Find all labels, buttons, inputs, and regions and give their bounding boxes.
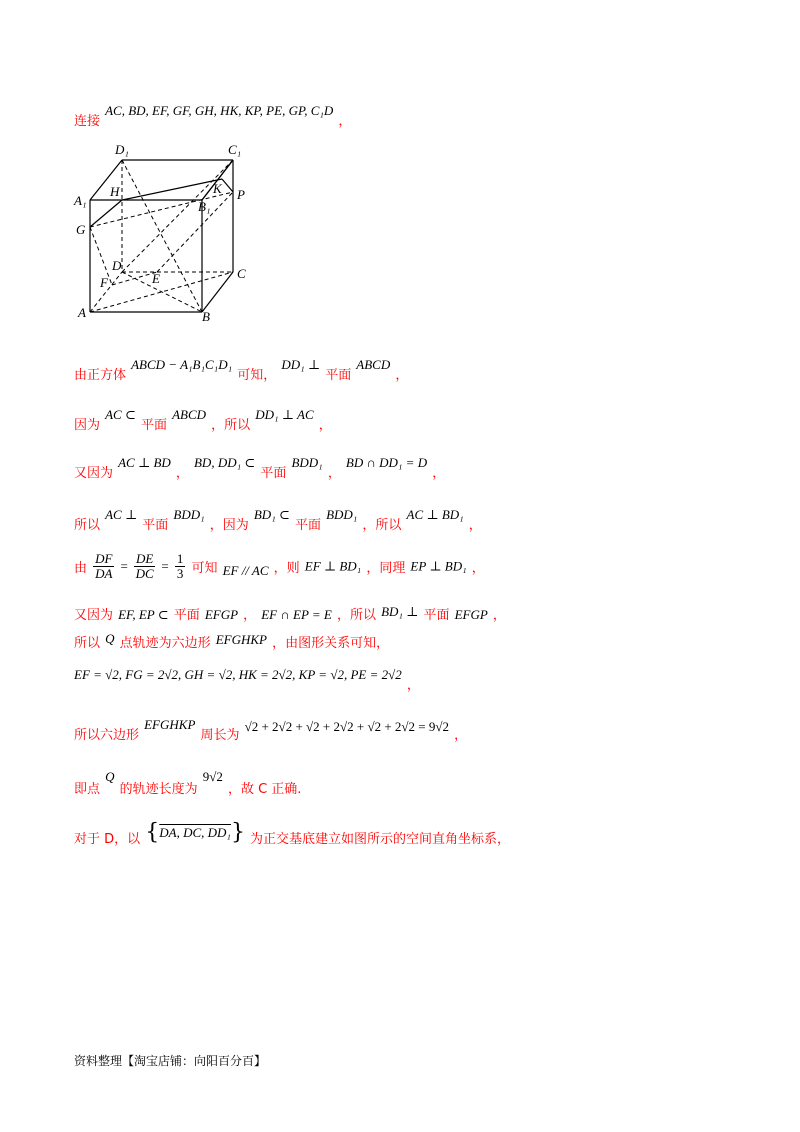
label-B: B <box>202 309 210 322</box>
line-because <box>74 407 332 433</box>
line-locus <box>74 632 389 651</box>
math: EF = √2, FG = 2√2, GH = √2, HK = 2√2, KP = √2, PE = 2√2 <box>74 667 402 682</box>
math: ABCD − A₁B₁C₁D₁ <box>131 357 233 372</box>
label-K: K <box>213 181 222 196</box>
label-F: F <box>100 275 108 290</box>
math: AC ⊂ <box>105 407 136 422</box>
math: EFGHKP <box>215 632 267 647</box>
math: BDD₁ <box>326 507 358 522</box>
label-C: C <box>237 266 246 281</box>
text: ， <box>454 728 468 743</box>
math: EF, EP ⊂ <box>118 607 169 622</box>
math: DD₁ ⊥ <box>281 357 321 372</box>
text: 所以六边形 <box>74 728 140 743</box>
math: AC ⊥ BD₁ <box>406 507 464 522</box>
math: ABCD <box>356 357 391 372</box>
text: 对于 D，以 <box>74 832 141 847</box>
text: ， <box>318 418 332 433</box>
line-plane <box>74 604 506 623</box>
math: AC, BD, EF, GF, GH, HK, KP, PE, GP, C₁D <box>105 103 334 118</box>
line-also <box>74 455 446 481</box>
math: AC ⊥ <box>105 507 138 522</box>
label-A1: A₁ <box>74 193 87 208</box>
label-P: P <box>237 187 245 202</box>
fraction-de-dc: $\frac{DE}{DC}$ <box>135 551 154 581</box>
text: 又因为 <box>74 608 114 623</box>
text: 可知 <box>191 561 218 576</box>
line-perimeter <box>74 717 468 743</box>
label-D: D <box>112 258 122 273</box>
label-G: G <box>76 222 86 237</box>
math: DD₁ ⊥ AC <box>255 407 314 422</box>
math: EFGP <box>204 607 239 622</box>
text: ，则 <box>273 561 300 576</box>
math: BD₁ ⊂ <box>253 507 290 522</box>
line-therefore <box>74 507 482 533</box>
text: ， <box>406 678 420 693</box>
math: BDD₁ <box>173 507 205 522</box>
math: √2 + 2√2 + √2 + 2√2 + √2 + 2√2 = 9√2 <box>244 719 450 734</box>
text: ， <box>338 114 352 129</box>
text: 周长为 <box>200 728 240 743</box>
text: ，所以 <box>362 518 402 533</box>
fraction-df-da: $\frac{DF}{DA}$ <box>95 551 113 581</box>
text: ，由图形关系可知， <box>272 636 390 651</box>
text: 所以 <box>74 518 101 533</box>
text: 平面 <box>294 518 321 533</box>
math: BDD₁ <box>291 455 323 470</box>
line-connect <box>74 103 352 129</box>
brace-right: } <box>230 820 245 845</box>
math: EF ∩ EP = E <box>261 607 332 622</box>
label-A: A <box>78 305 86 320</box>
text: ，因为 <box>209 518 249 533</box>
text: 又因为 <box>74 466 114 481</box>
text: ，所以 <box>211 418 251 433</box>
text: 的轨迹长度为 <box>119 782 198 797</box>
label-C1: C₁ <box>228 142 242 157</box>
label-B1: B₁ <box>198 199 211 214</box>
text: 即点 <box>74 782 101 797</box>
line-part-d <box>74 820 510 845</box>
math: Q <box>105 631 115 646</box>
math: ABCD <box>172 407 207 422</box>
text: ， <box>492 608 506 623</box>
text: 由 <box>74 561 88 576</box>
math: = <box>161 558 169 574</box>
text: ， <box>468 518 482 533</box>
math: Q <box>105 769 115 784</box>
text: 为正交基底建立如图所示的空间直角坐标系， <box>250 832 511 847</box>
math: BD₁ ⊥ <box>381 604 419 619</box>
line-lengths <box>74 664 420 693</box>
text: ，同理 <box>366 561 406 576</box>
math: EFGHKP <box>144 717 196 732</box>
text: 所以 <box>74 636 101 651</box>
text: ，所以 <box>336 608 376 623</box>
line-conclusion <box>74 769 302 797</box>
math: EP ⊥ BD₁ <box>410 558 467 574</box>
text: 平面 <box>142 518 169 533</box>
text: ， <box>243 608 257 623</box>
label-H: H <box>110 184 120 199</box>
cube-figure <box>72 142 272 322</box>
math: AC ⊥ BD <box>118 455 171 470</box>
text: ， <box>395 368 409 383</box>
text: 连接 <box>74 114 101 129</box>
text: 平面 <box>140 418 167 433</box>
text: ， <box>471 561 485 576</box>
brace-left: { <box>145 820 160 845</box>
math: EF ⊥ BD₁ <box>304 558 362 574</box>
math: 9√2 <box>202 769 223 784</box>
text: ， <box>175 466 189 481</box>
text: ，故 C 正确. <box>227 782 302 797</box>
footer: 资料整理【淘宝店铺：向阳百分百】 <box>74 1054 267 1068</box>
text: 平面 <box>423 608 450 623</box>
math: BD ∩ DD₁ = D <box>345 455 428 470</box>
text: ， <box>432 466 446 481</box>
text: 由正方体 <box>74 368 127 383</box>
text: 因为 <box>74 418 101 433</box>
text: 平面 <box>325 368 352 383</box>
math: EF // AC <box>222 562 269 578</box>
label-D1: D₁ <box>115 142 129 157</box>
math: BD, DD₁ ⊂ <box>193 455 256 470</box>
text: ， <box>327 466 341 481</box>
line-ratio <box>74 552 485 581</box>
math: DA, DC, DD₁ <box>159 825 231 840</box>
text: 可知， <box>237 368 277 383</box>
line-cube <box>74 357 409 383</box>
fraction-one-third: $\frac{1}{3}$ <box>176 551 184 581</box>
text: 点轨迹为六边形 <box>119 636 211 651</box>
label-E: E <box>152 271 160 286</box>
text: 平面 <box>260 466 287 481</box>
text: 平面 <box>173 608 200 623</box>
math: = <box>120 558 128 574</box>
math: EFGP <box>454 607 488 622</box>
